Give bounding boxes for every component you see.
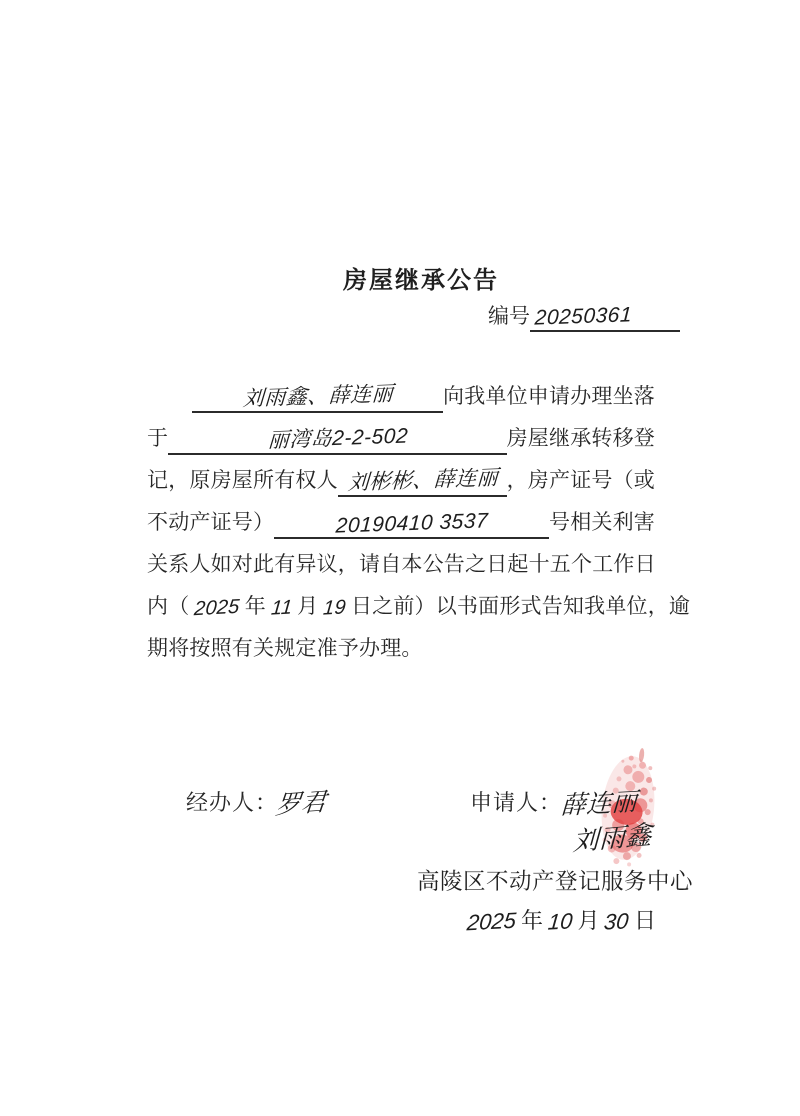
body-line-5-text: 关系人如对此有异议，请自本公告之日起十五个工作日 xyxy=(147,553,656,576)
certificate-number-blank-line xyxy=(274,509,549,539)
owners-handwritten: 刘彬彬、薛连丽 xyxy=(347,466,499,495)
document-title: 房屋继承公告 xyxy=(343,267,499,294)
serial-blank-line xyxy=(530,305,680,332)
body-line-7 xyxy=(147,623,655,665)
deadline-year-handwritten: 2025 xyxy=(193,595,241,621)
body-line-6-part3: 月 xyxy=(297,595,319,618)
body-line-3-prefix: 记，原房屋所有权人 xyxy=(147,469,338,492)
body-line-3 xyxy=(147,455,655,497)
certificate-number-handwritten: 20190410 3537 xyxy=(335,509,490,538)
body-line-6-part1: 内（ xyxy=(147,595,190,618)
issuing-organization: 高陵区不动产登记服务中心 xyxy=(417,869,694,894)
address-blank-line xyxy=(168,422,506,455)
body-line-1 xyxy=(147,371,655,413)
address-handwritten: 丽湾岛2-2-502 xyxy=(267,424,409,453)
handler-signature-handwritten: 罗君 xyxy=(274,787,329,820)
body-line-6 xyxy=(147,581,691,623)
body-line-5 xyxy=(147,539,655,581)
issue-month-handwritten: 10 xyxy=(546,908,574,935)
issue-day-unit: 日 xyxy=(633,908,656,933)
body-line-2 xyxy=(147,413,655,455)
body-line-1-text: 向我单位申请办理坐落 xyxy=(443,385,655,408)
issue-date-row xyxy=(462,904,656,935)
applicants-handwritten: 刘雨鑫、薛连丽 xyxy=(242,382,395,411)
notice-body xyxy=(147,371,691,665)
owners-blank-line xyxy=(338,464,507,497)
applicant-label: 申请人： xyxy=(470,790,563,815)
serial-label: 编号 xyxy=(488,305,530,328)
body-line-6-part4: 日之前）以书面形式告知我单位，逾 xyxy=(350,595,691,618)
applicant-signature-2-handwritten: 刘雨鑫 xyxy=(572,819,653,857)
deadline-month-handwritten: 11 xyxy=(270,596,294,620)
applicant-signature-1-handwritten: 薛连丽 xyxy=(560,787,639,820)
body-line-4 xyxy=(147,497,655,539)
body-line-6-part2: 年 xyxy=(244,595,266,618)
serial-number-row xyxy=(488,300,680,332)
body-line-3-text: ，房产证号（或 xyxy=(506,469,655,492)
issue-year-unit: 年 xyxy=(520,908,543,933)
issue-month-unit: 月 xyxy=(577,908,600,933)
serial-number-handwritten: 20250361 xyxy=(534,303,633,330)
handler-label: 经办人： xyxy=(186,790,279,815)
deadline-day-handwritten: 19 xyxy=(322,596,348,620)
body-line-4-prefix: 不动产证号） xyxy=(147,511,275,534)
applicants-blank-line xyxy=(192,380,443,413)
issue-day-handwritten: 30 xyxy=(603,908,631,935)
issue-year-handwritten: 2025 xyxy=(465,907,518,936)
body-line-4-text: 号相关利害 xyxy=(549,511,655,534)
body-line-7-text: 期将按照有关规定准予办理。 xyxy=(147,637,423,660)
body-line-2-text: 房屋继承转移登 xyxy=(506,427,655,450)
body-line-2-prefix: 于 xyxy=(147,427,169,450)
